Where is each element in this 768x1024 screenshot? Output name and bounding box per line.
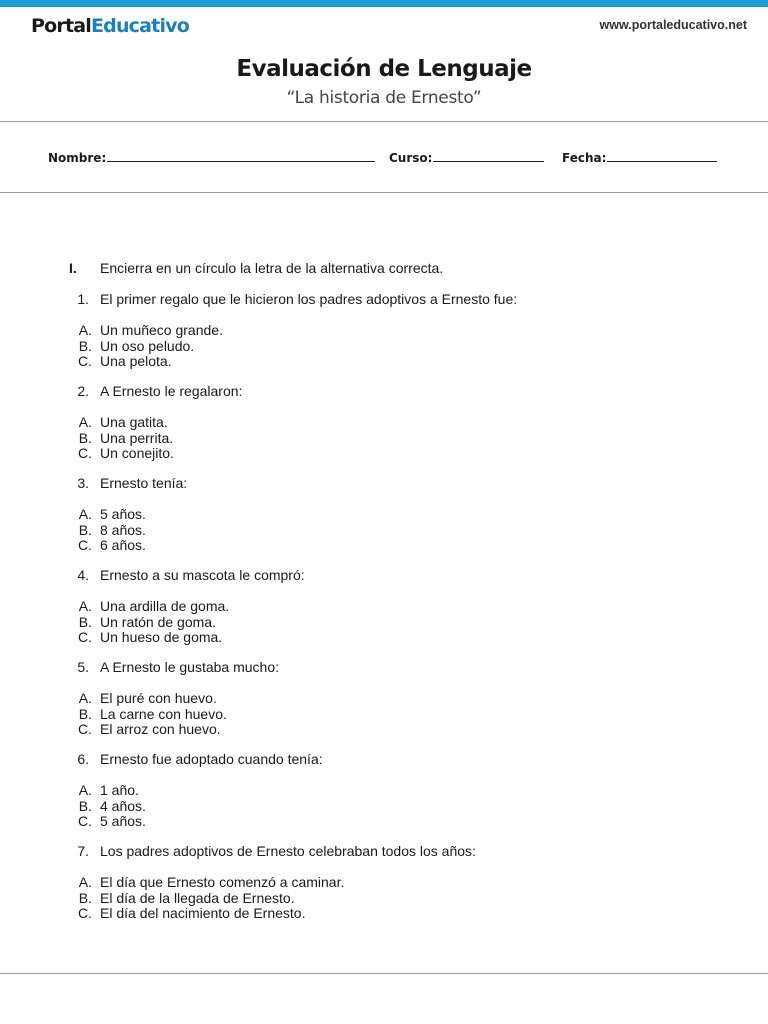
option-letter: B.	[78, 797, 92, 814]
page-title: Evaluación de Lenguaje	[236, 56, 532, 82]
option-text: Un muñeco grande.	[100, 322, 223, 338]
option-letter: C.	[78, 537, 92, 553]
option-text: Un conejito.	[100, 445, 174, 461]
option-letter: A.	[78, 782, 92, 798]
curso-field	[389, 150, 544, 165]
option-text: Una ardilla de goma.	[100, 598, 230, 614]
option-text: El día del nacimiento de Ernesto.	[100, 905, 306, 921]
option-letter: A.	[78, 322, 92, 338]
option-text: Un oso peludo.	[100, 337, 195, 354]
option-text: 1 año.	[100, 782, 139, 798]
fecha-field	[562, 150, 717, 165]
option-text: Una gatita.	[100, 414, 168, 430]
option-text: El puré con huevo.	[100, 690, 217, 706]
question-text: El primer regalo que le hicieron los padres adoptivos a Ernesto fue:	[100, 291, 518, 307]
question-number: 6.	[77, 751, 89, 767]
option-letter: A.	[78, 874, 92, 890]
question-text: Ernesto fue adoptado cuando tenía:	[100, 751, 323, 767]
option-letter: C.	[78, 813, 92, 829]
divider	[0, 192, 768, 193]
option-letter: B.	[78, 705, 92, 722]
nombre-label: Nombre:	[48, 151, 107, 165]
fecha-blank	[607, 150, 717, 162]
option-text: El día que Ernesto comenzó a caminar.	[100, 874, 345, 890]
option-letter: C.	[78, 353, 92, 369]
option-text: Una pelota.	[100, 353, 172, 369]
option-text: 6 años.	[100, 537, 146, 553]
option-text: 8 años.	[100, 521, 146, 538]
option-letter: A.	[78, 414, 92, 430]
option-letter: A.	[78, 598, 92, 614]
option-letter: B.	[78, 521, 92, 538]
option-letter: C.	[78, 721, 92, 737]
option-text: El día de la llegada de Ernesto.	[100, 889, 295, 906]
curso-blank	[433, 150, 544, 162]
option-letter: C.	[78, 445, 92, 461]
option-letter: C.	[78, 629, 92, 645]
website-url: www.portaleducativo.net	[599, 18, 747, 32]
option-text: La carne con huevo.	[100, 705, 227, 722]
option-text: Un ratón de goma.	[100, 613, 216, 630]
section-instruction: Encierra en un círculo la letra de la alternativa correcta.	[100, 260, 444, 276]
option-text: Una perrita.	[100, 429, 174, 446]
option-text: 4 años.	[100, 797, 146, 814]
option-letter: B.	[78, 613, 92, 630]
question-number: 2.	[77, 383, 89, 399]
fecha-label: Fecha:	[562, 151, 607, 165]
option-text: El arroz con huevo.	[100, 721, 221, 737]
section-number: I.	[69, 260, 77, 276]
question-text: Ernesto a su mascota le compró:	[100, 567, 305, 583]
footer-divider	[0, 973, 768, 974]
top-accent-bar	[0, 0, 768, 7]
logo-text-educativo: Educativo	[90, 15, 189, 37]
question-text: Los padres adoptivos de Ernesto celebraban todos los años:	[100, 843, 476, 859]
question-text: A Ernesto le gustaba mucho:	[100, 659, 279, 675]
option-letter: C.	[78, 905, 92, 921]
divider	[0, 121, 768, 122]
option-text: 5 años.	[100, 506, 146, 522]
nombre-blank	[107, 150, 375, 162]
option-text: Un hueso de goma.	[100, 629, 223, 645]
question-number: 3.	[77, 475, 89, 491]
option-letter: A.	[78, 506, 92, 522]
option-letter: B.	[78, 889, 92, 906]
logo-text-portal: Portal	[31, 15, 91, 37]
question-number: 7.	[77, 843, 89, 859]
portal-educativo-logo	[31, 15, 189, 37]
option-letter: B.	[78, 429, 92, 446]
question-number: 4.	[77, 567, 89, 583]
question-number: 1.	[77, 291, 89, 307]
curso-label: Curso:	[389, 151, 433, 165]
question-number: 5.	[77, 659, 89, 675]
nombre-field	[48, 150, 375, 165]
question-text: Ernesto tenía:	[100, 475, 188, 491]
option-text: 5 años.	[100, 813, 146, 829]
option-letter: A.	[78, 690, 92, 706]
page-subtitle: “La historia de Ernesto”	[286, 88, 482, 108]
question-text: A Ernesto le regalaron:	[100, 383, 243, 399]
option-letter: B.	[78, 337, 92, 354]
